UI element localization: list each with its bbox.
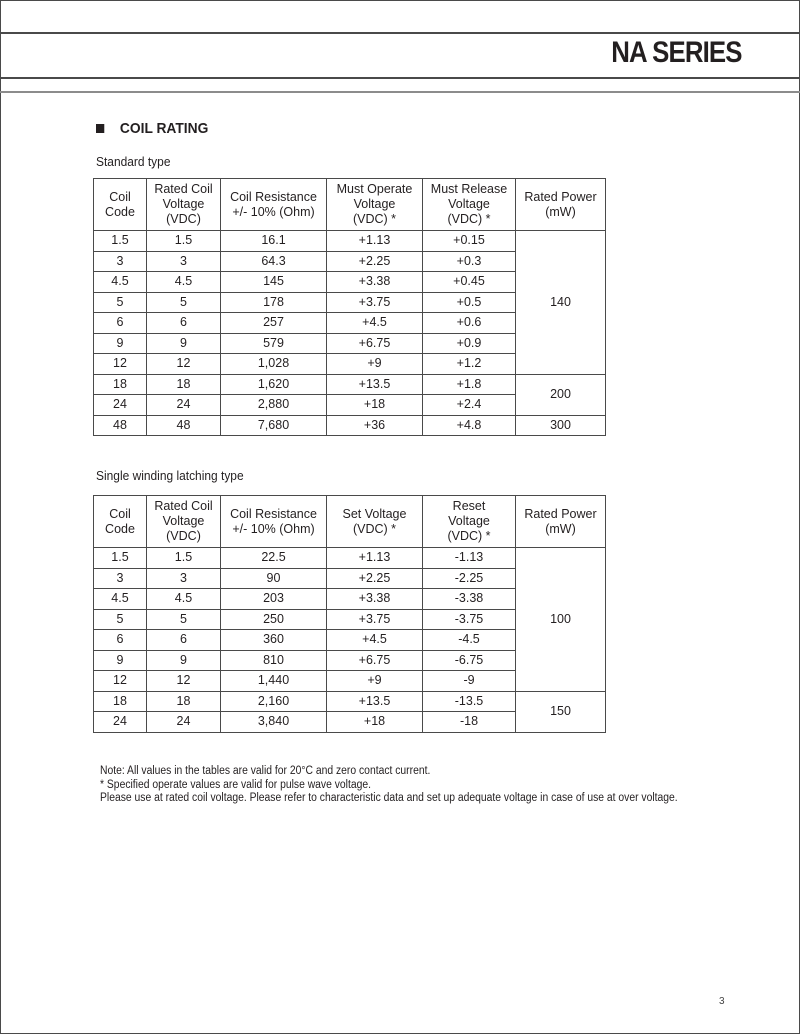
column-header-line: Set Voltage	[342, 506, 407, 521]
column-header-line: Voltage	[448, 514, 490, 528]
table-cell: +1.8	[423, 374, 516, 395]
table-cell: +3.75	[327, 292, 423, 313]
section-heading-text: COIL RATING	[119, 120, 209, 137]
table-cell: 9	[94, 333, 147, 354]
page-number: 3	[719, 996, 725, 1007]
table-cell: -13.5	[423, 691, 516, 712]
column-header-line: (mW)	[545, 521, 576, 536]
column-header-line: Must Release	[430, 182, 508, 196]
table-cell: 5	[147, 609, 221, 630]
table-cell: +1.13	[327, 548, 423, 569]
table-cell: +0.15	[423, 231, 516, 252]
latching-coil-table	[93, 495, 606, 733]
column-header-line: Reset	[452, 499, 486, 513]
table-cell: 3	[94, 568, 147, 589]
table-cell: 3	[147, 568, 221, 589]
rated-power-cell: 150	[516, 691, 606, 732]
table-cell: 250	[221, 609, 327, 630]
table-cell: 145	[221, 272, 327, 293]
header-rule-top	[0, 32, 800, 34]
column-header	[327, 496, 423, 548]
table-cell: +0.5	[423, 292, 516, 313]
table-cell: 6	[147, 313, 221, 334]
table-cell: 1.5	[94, 548, 147, 569]
note-line: * Specified operate values are valid for pulse wave voltage.	[100, 778, 371, 791]
table-cell: 24	[94, 712, 147, 733]
table-cell: +6.75	[327, 650, 423, 671]
table-cell: 579	[221, 333, 327, 354]
table-row	[94, 548, 606, 569]
table-cell: +6.75	[327, 333, 423, 354]
table-cell: 48	[94, 415, 147, 436]
table-cell: 1.5	[147, 231, 221, 252]
standard-type-title: Standard type	[96, 154, 171, 169]
table-cell: 12	[147, 354, 221, 375]
column-header-line: +/- 10% (Ohm)	[232, 204, 315, 219]
table-cell: 3	[94, 251, 147, 272]
column-header	[147, 496, 221, 548]
table-cell: 12	[147, 671, 221, 692]
table-cell: +1.2	[423, 354, 516, 375]
table-cell: +18	[327, 712, 423, 733]
table-cell: +3.75	[327, 609, 423, 630]
table-cell: -4.5	[423, 630, 516, 651]
table-cell: 2,880	[221, 395, 327, 416]
table-cell: -6.75	[423, 650, 516, 671]
table-cell: 18	[147, 691, 221, 712]
table-cell: 360	[221, 630, 327, 651]
column-header-line: Code	[105, 521, 135, 536]
column-header	[94, 179, 147, 231]
table-cell: 9	[94, 650, 147, 671]
table-cell: 12	[94, 354, 147, 375]
table-cell: +2.4	[423, 395, 516, 416]
table-cell: 6	[94, 313, 147, 334]
table-header-row	[94, 179, 606, 231]
column-header	[423, 179, 516, 231]
column-header-line: Coil Resistance	[230, 189, 317, 204]
column-header	[516, 179, 606, 231]
table-cell: 18	[94, 374, 147, 395]
table-cell: 5	[94, 609, 147, 630]
square-bullet-icon	[96, 124, 104, 133]
table-cell: +4.8	[423, 415, 516, 436]
latching-type-title: Single winding latching type	[96, 468, 244, 483]
table-row	[94, 374, 606, 395]
column-header-line: (VDC)	[166, 212, 201, 226]
table-cell: +13.5	[327, 374, 423, 395]
column-header-line: Voltage	[448, 197, 490, 211]
column-header-line: Rated Coil	[154, 182, 213, 196]
column-header-line: (mW)	[545, 204, 576, 219]
table-cell: 1,620	[221, 374, 327, 395]
column-header-line: (VDC) *	[352, 212, 397, 226]
table-cell: +3.38	[327, 589, 423, 610]
rated-power-cell: 140	[516, 231, 606, 375]
column-header-line: Coil Resistance	[230, 506, 317, 521]
column-header	[147, 179, 221, 231]
table-cell: 3	[147, 251, 221, 272]
column-header-line: Must Operate	[336, 182, 413, 196]
table-cell: 178	[221, 292, 327, 313]
table-cell: +18	[327, 395, 423, 416]
header-rule-bottom	[0, 77, 800, 79]
table-cell: +36	[327, 415, 423, 436]
table-cell: -3.75	[423, 609, 516, 630]
column-header-line: (VDC)	[166, 529, 201, 543]
table-cell: -2.25	[423, 568, 516, 589]
table-cell: +9	[327, 354, 423, 375]
table-cell: 6	[94, 630, 147, 651]
table-cell: 12	[94, 671, 147, 692]
table-cell: -1.13	[423, 548, 516, 569]
note-line: Please use at rated coil voltage. Please refer to characteristic data and set up adequate voltage in case of use at over voltage.	[100, 792, 678, 804]
table-cell: 203	[221, 589, 327, 610]
table-header-row	[94, 496, 606, 548]
table-cell: +0.45	[423, 272, 516, 293]
table-cell: 4.5	[147, 589, 221, 610]
standard-coil-table	[93, 178, 606, 436]
table-cell: 22.5	[221, 548, 327, 569]
table-cell: -18	[423, 712, 516, 733]
table-cell: 5	[94, 292, 147, 313]
table-cell: +4.5	[327, 630, 423, 651]
column-header-line: (VDC) *	[447, 529, 491, 543]
column-header	[221, 179, 327, 231]
table-cell: 2,160	[221, 691, 327, 712]
table-cell: 9	[147, 650, 221, 671]
table-cell: 7,680	[221, 415, 327, 436]
column-header	[516, 496, 606, 548]
table-cell: 9	[147, 333, 221, 354]
column-header-line: Voltage	[353, 197, 396, 211]
column-header-line: Rated Power	[524, 189, 597, 204]
column-header-line: (VDC) *	[447, 212, 491, 226]
column-header	[94, 496, 147, 548]
header-rule-secondary	[0, 91, 800, 93]
table-cell: -9	[423, 671, 516, 692]
table-cell: 4.5	[94, 272, 147, 293]
section-heading	[96, 120, 208, 137]
table-cell: 257	[221, 313, 327, 334]
table-cell: 4.5	[94, 589, 147, 610]
table-row	[94, 231, 606, 252]
table-cell: 90	[221, 568, 327, 589]
rated-power-cell: 300	[516, 415, 606, 436]
table-cell: 6	[147, 630, 221, 651]
table-cell: -3.38	[423, 589, 516, 610]
column-header-line: Rated Coil	[154, 499, 213, 513]
column-header-line: Rated Power	[524, 506, 597, 521]
table-cell: +13.5	[327, 691, 423, 712]
column-header-line: Voltage	[162, 514, 205, 528]
column-header-line: Coil	[109, 506, 131, 521]
rated-power-cell: 200	[516, 374, 606, 415]
column-header-line: Voltage	[162, 197, 205, 211]
column-header	[327, 179, 423, 231]
table-cell: 5	[147, 292, 221, 313]
table-cell: 1,440	[221, 671, 327, 692]
table-cell: 1.5	[147, 548, 221, 569]
table-cell: 24	[147, 712, 221, 733]
table-cell: +9	[327, 671, 423, 692]
column-header-line: (VDC) *	[352, 521, 397, 536]
table-row	[94, 415, 606, 436]
table-cell: 24	[94, 395, 147, 416]
table-cell: 3,840	[221, 712, 327, 733]
table-cell: +2.25	[327, 568, 423, 589]
rated-power-cell: 100	[516, 548, 606, 692]
table-cell: 810	[221, 650, 327, 671]
note-line: Note: All values in the tables are valid for 20°C and zero contact current.	[100, 765, 431, 777]
table-cell: 64.3	[221, 251, 327, 272]
table-cell: 4.5	[147, 272, 221, 293]
table-cell: 1.5	[94, 231, 147, 252]
table-cell: 1,028	[221, 354, 327, 375]
table-cell: +4.5	[327, 313, 423, 334]
table-cell: +3.38	[327, 272, 423, 293]
column-header	[423, 496, 516, 548]
series-title: NA SERIES	[611, 36, 742, 69]
column-header-line: Code	[105, 204, 135, 219]
table-cell: 16.1	[221, 231, 327, 252]
table-cell: 18	[94, 691, 147, 712]
table-cell: +0.9	[423, 333, 516, 354]
column-header-line: Coil	[109, 189, 131, 204]
table-cell: +0.3	[423, 251, 516, 272]
notes	[100, 765, 730, 806]
column-header	[221, 496, 327, 548]
table-cell: 18	[147, 374, 221, 395]
table-cell: +1.13	[327, 231, 423, 252]
table-cell: +2.25	[327, 251, 423, 272]
table-cell: 48	[147, 415, 221, 436]
table-cell: +0.6	[423, 313, 516, 334]
table-cell: 24	[147, 395, 221, 416]
table-row	[94, 691, 606, 712]
column-header-line: +/- 10% (Ohm)	[232, 521, 315, 536]
